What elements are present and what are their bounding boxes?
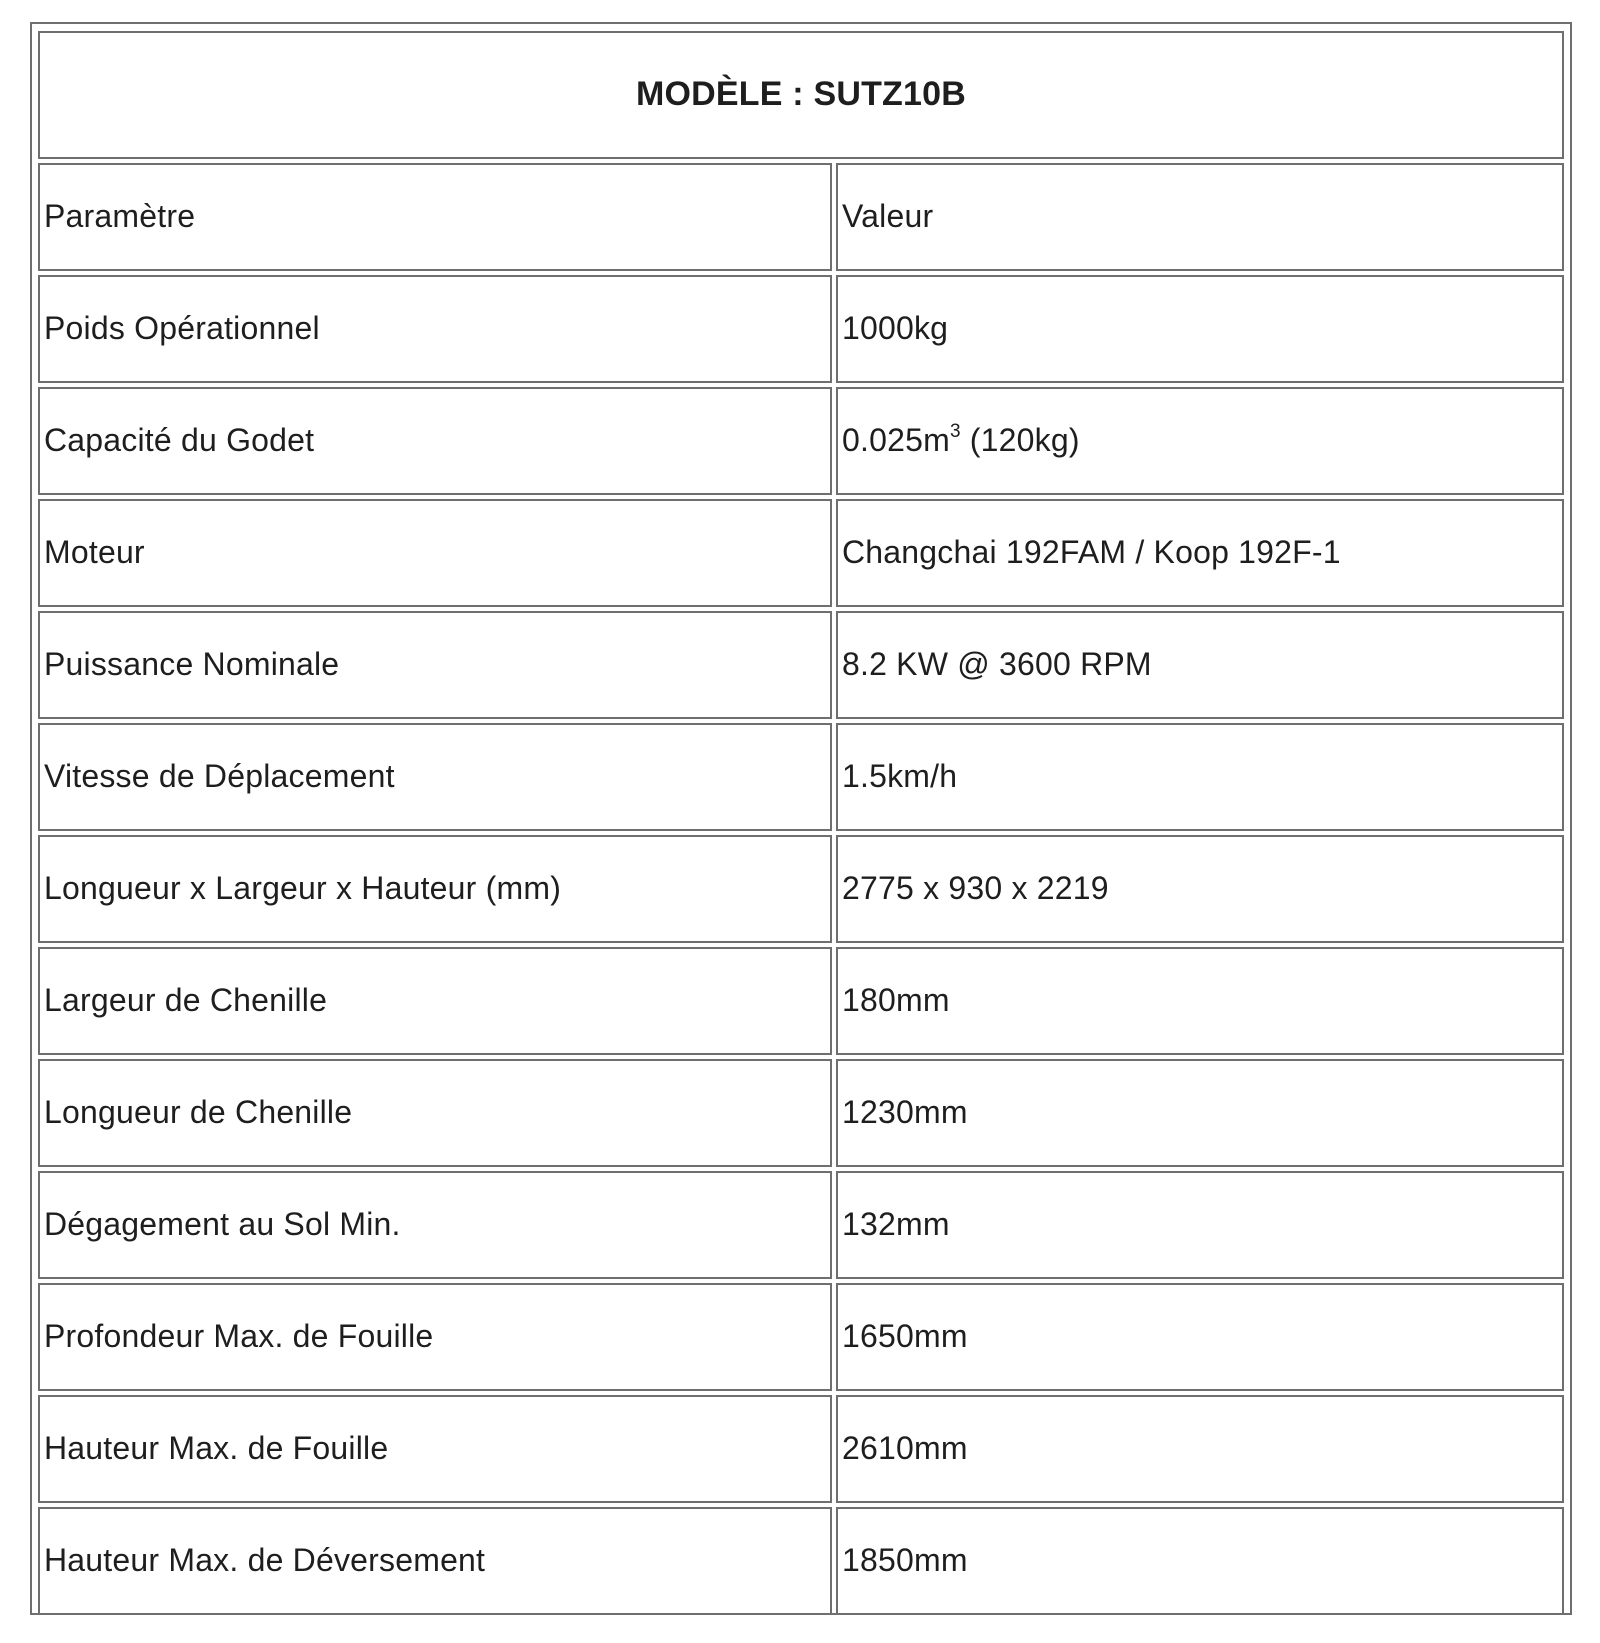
header-value: Valeur [836,163,1564,271]
table-row [38,275,1564,383]
table-row [38,723,1564,831]
table-row [38,947,1564,1055]
table-row [38,835,1564,943]
spec-table [34,27,1568,1619]
value-cell: 2775 x 930 x 2219 [836,835,1564,943]
value-cell: 1000kg [836,275,1564,383]
table-row [38,499,1564,607]
value-suffix: (120kg) [960,422,1080,459]
value-cell: 1.5km/h [836,723,1564,831]
value-cell: 8.2 KW @ 3600 RPM [836,611,1564,719]
param-cell: Longueur x Largeur x Hauteur (mm) [38,835,832,943]
value-cell [836,387,1564,495]
value-cell: 1850mm [836,1507,1564,1615]
param-cell: Poids Opérationnel [38,275,832,383]
table-row [38,1395,1564,1503]
value-text: 0.025m [842,422,950,459]
table-row [38,1171,1564,1279]
model-title: MODÈLE : SUTZ10B [38,31,1564,159]
param-cell: Dégagement au Sol Min. [38,1171,832,1279]
header-param: Paramètre [38,163,832,271]
table-row [38,387,1564,495]
value-cell: 132mm [836,1171,1564,1279]
spec-table-container [30,22,1572,1615]
value-cell: 180mm [836,947,1564,1055]
param-cell: Capacité du Godet [38,387,832,495]
value-cell: Changchai 192FAM / Koop 192F-1 [836,499,1564,607]
title-row [38,31,1564,159]
param-cell: Moteur [38,499,832,607]
table-row [38,1283,1564,1391]
param-cell: Puissance Nominale [38,611,832,719]
header-row [38,163,1564,271]
table-row [38,1059,1564,1167]
table-row [38,611,1564,719]
value-superscript: 3 [949,421,961,443]
table-row [38,1507,1564,1615]
param-cell: Vitesse de Déplacement [38,723,832,831]
value-cell: 1230mm [836,1059,1564,1167]
param-cell: Largeur de Chenille [38,947,832,1055]
param-cell: Profondeur Max. de Fouille [38,1283,832,1391]
value-cell: 2610mm [836,1395,1564,1503]
param-cell: Hauteur Max. de Fouille [38,1395,832,1503]
param-cell: Longueur de Chenille [38,1059,832,1167]
param-cell: Hauteur Max. de Déversement [38,1507,832,1615]
value-cell: 1650mm [836,1283,1564,1391]
